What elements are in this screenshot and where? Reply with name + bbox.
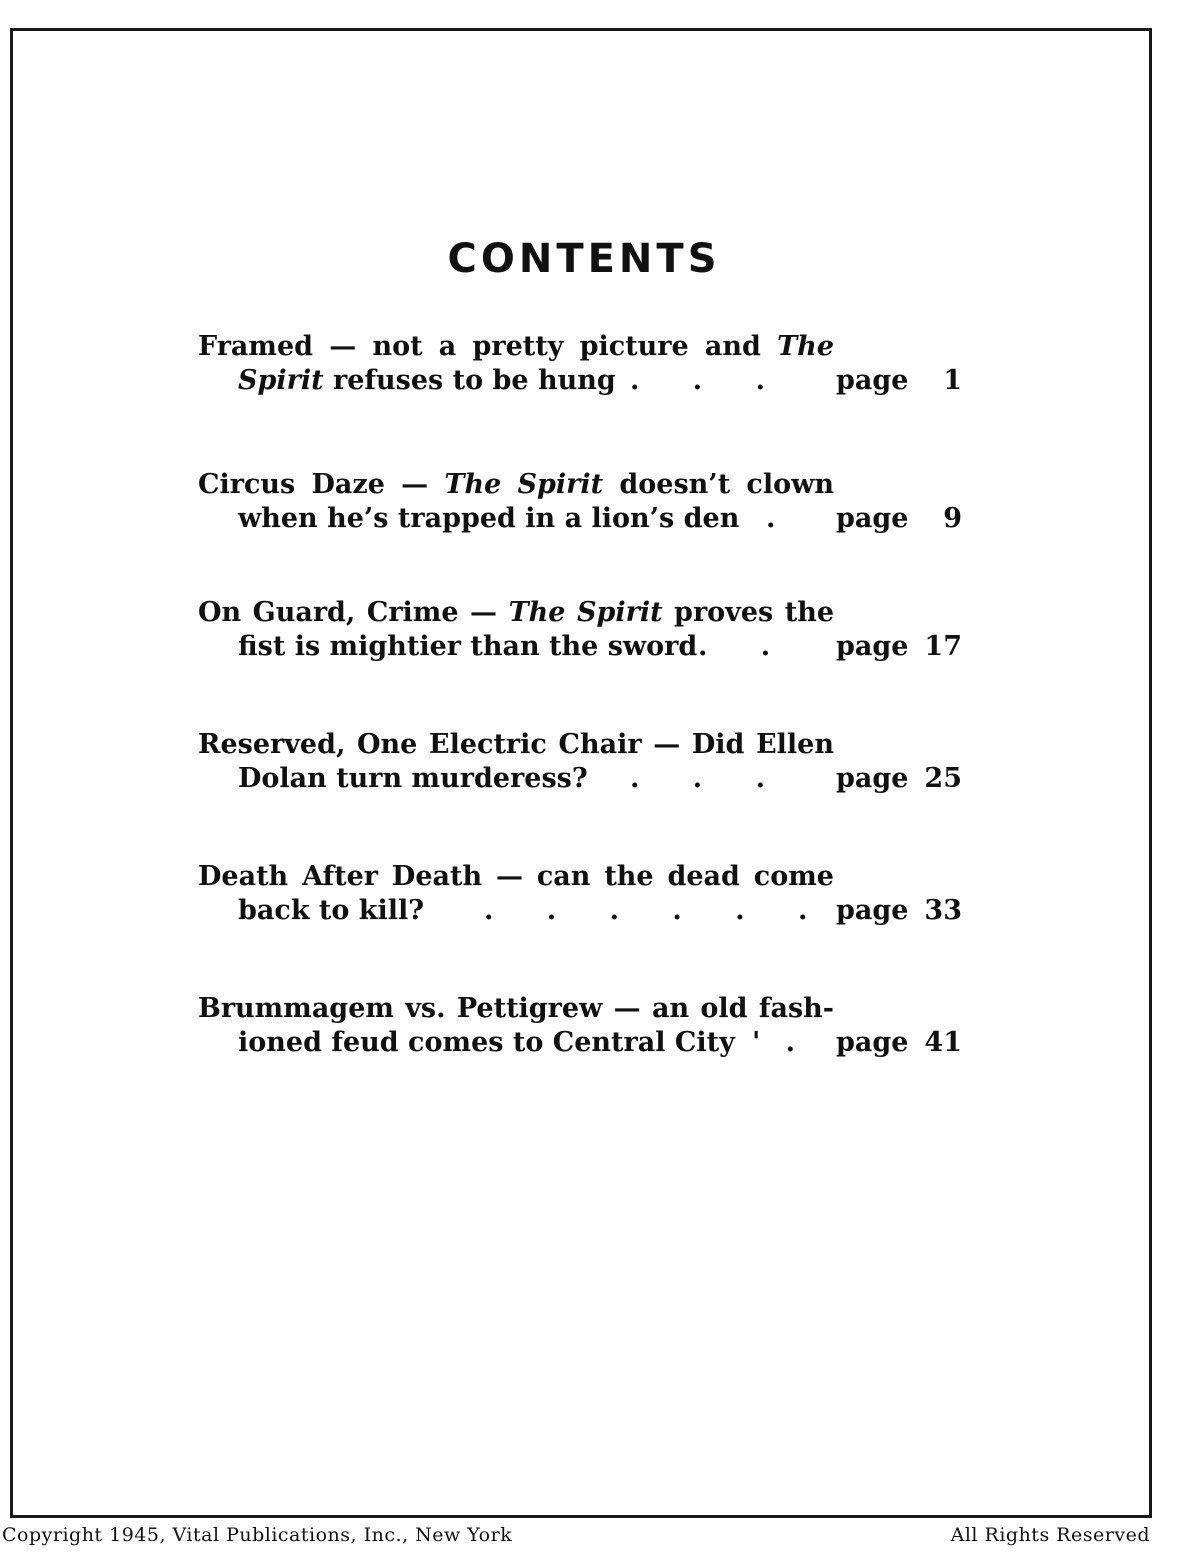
entry-title-text: doesn’t clown (603, 469, 834, 500)
page-number: 1 (943, 365, 962, 396)
leader-dots: . . (698, 631, 793, 662)
entry-title-text: On Guard, Crime — (198, 597, 509, 628)
entry-title-line (198, 468, 834, 502)
page-label: page (836, 895, 909, 926)
entry-title-line (198, 330, 834, 364)
entry-continuation-line (238, 502, 962, 536)
rights-notice: All Rights Reserved (950, 1524, 1150, 1546)
entry-continuation-text: refuses to be hung (323, 365, 616, 396)
entry-title-line: Reserved, One Electric Chair — Did Ellen (198, 729, 834, 760)
entry-title-line: Brummagem vs. Pettigrew — an old fash- (198, 993, 834, 1024)
contents-entry-death-after-death (198, 860, 978, 928)
contents-entry-on-guard-crime (198, 596, 978, 664)
entry-title-text: Framed — not a pretty picture and (198, 331, 778, 362)
entry-title-line (198, 596, 834, 630)
contents-entry-circus-daze (198, 468, 978, 536)
entry-title-italic: The Spirit (508, 597, 663, 628)
leader-dots: ' . (752, 1027, 804, 1058)
leader-dots: . . . (630, 365, 787, 396)
page-label: page (836, 763, 909, 794)
contents-entry-reserved-electric-chair (198, 728, 978, 796)
entry-title-text: Circus Daze — (198, 469, 445, 500)
entry-title-text: proves the (662, 597, 835, 628)
page-number: 17 (924, 631, 962, 662)
entry-title-italic: The Spirit (444, 469, 604, 500)
entry-continuation-text: fist is mightier than the sword (238, 631, 698, 662)
entry-continuation-text: back to kill? (238, 895, 425, 926)
entry-title-line: Death After Death — can the dead come (198, 861, 834, 892)
entry-continuation-text: Dolan turn murderess? (238, 763, 588, 794)
page-label: page (836, 365, 909, 396)
entry-title-italic: The (777, 331, 834, 362)
page-label: page (836, 1027, 909, 1058)
entry-continuation-line (238, 762, 962, 796)
page-title: CONTENTS (447, 236, 721, 282)
page-number: 25 (924, 763, 962, 794)
entry-continuation-line (238, 1026, 962, 1060)
entry-continuation-text: ioned feud comes to Central City (238, 1027, 735, 1058)
page-number: 41 (924, 1027, 962, 1058)
leader-dots: . . . (630, 763, 787, 794)
leader-dots: . (766, 503, 776, 534)
entry-continuation-line (238, 630, 962, 664)
entry-continuation-line (238, 364, 962, 398)
entry-continuation-line (238, 894, 962, 928)
entry-continuation-italic: Spirit (238, 365, 324, 396)
page-number: 33 (924, 895, 962, 926)
page-label: page (836, 631, 909, 662)
contents-entry-framed (198, 330, 978, 398)
entry-continuation-text: when he’s trapped in a lion’s den (238, 503, 740, 534)
leader-dots: . . . . . . (484, 895, 830, 926)
copyright-notice: Copyright 1945, Vital Publications, Inc., New York (2, 1524, 513, 1546)
contents-entry-brummagem-vs-pettigrew (198, 992, 978, 1060)
page-number: 9 (943, 503, 962, 534)
page-label: page (836, 503, 909, 534)
